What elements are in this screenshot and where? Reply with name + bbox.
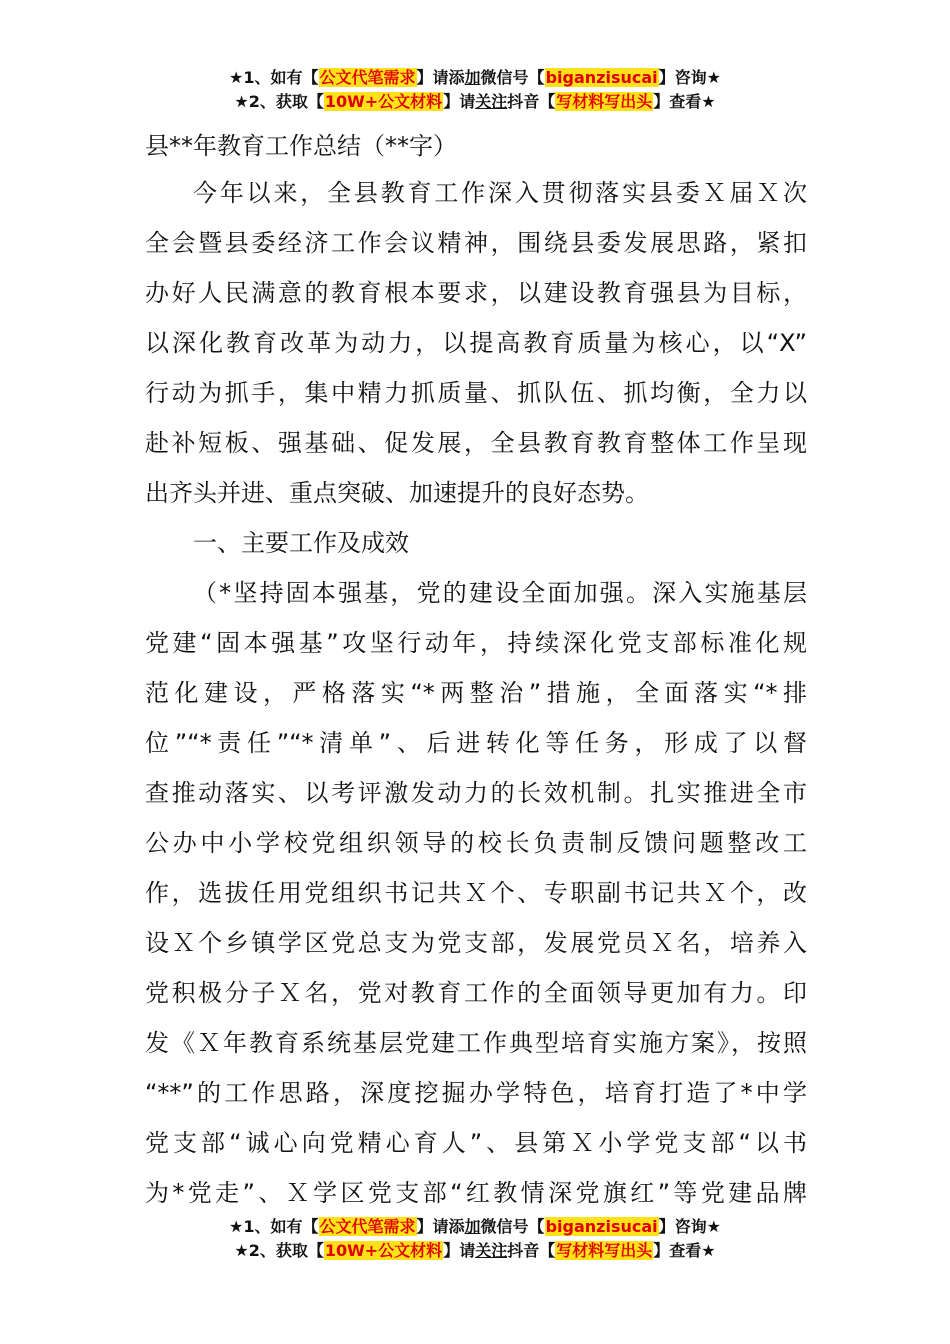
text-line: 查推动落实、以考评激发动力的长效机制。扎实推进全市: [145, 779, 807, 807]
text-line: 行动为抓手，集中精力抓质量、抓队伍、抓均衡，全力以: [145, 379, 807, 407]
douyin-id-tag: 写材料写出头: [556, 1241, 653, 1260]
promo-text-underlined: 关注: [475, 92, 508, 111]
promo-text: 抖音【: [507, 92, 556, 111]
promo-text-underlined: 关注: [475, 1241, 508, 1260]
promo-text: 】请添: [416, 1217, 465, 1236]
text-line: 范化建设，严格落实“*两整治”措施，全面落实“*排: [145, 679, 807, 707]
text-line: （*坚持固本强基，党的建设全面加强。深入实施基层: [193, 579, 807, 607]
text-line: 党积极分子Ｘ名，党对教育工作的全面领导更加有力。印: [145, 979, 807, 1007]
promo-text: 】请: [443, 92, 476, 111]
text-line: 公办中小学校党组织领导的校长负责制反馈问题整改工: [145, 829, 807, 857]
wechat-id-tag: biganzisucai: [545, 1217, 658, 1236]
douyin-id-tag: 写材料写出头: [556, 92, 653, 111]
promo-text: 】咨询★: [658, 1217, 721, 1236]
text-line: 设Ｘ个乡镇学区党总支为党支部，发展党员Ｘ名，培养入: [145, 929, 807, 957]
highlight-tag: 公文代笔需求: [319, 1217, 416, 1236]
promo-text: ★1、如有【: [229, 68, 319, 87]
text-line: “**”的工作思路，深度挖掘办学特色，培育打造了*中学: [145, 1079, 807, 1107]
text-line: 以深化教育改革为动力，以提高教育质量为核心，以“X”: [145, 329, 807, 357]
promo-text: 】查看★: [653, 1241, 716, 1260]
promo-text: ★1、如有【: [229, 1217, 319, 1236]
promo-text: 】请: [443, 1241, 476, 1260]
document-title: 县**年教育工作总结（**字）: [145, 132, 457, 160]
promo-text: 微信号【: [480, 1217, 545, 1236]
text-line: 发《Ｘ年教育系统基层党建工作典型培育实施方案》，按照: [145, 1029, 807, 1057]
promo-text: 微信号【: [480, 68, 545, 87]
text-line: 位”“*责任”“*清单”、后进转化等任务，形成了以督: [145, 729, 807, 757]
promo-text: 】请添: [416, 68, 465, 87]
promo-text-underlined: 加: [464, 1217, 481, 1236]
text-line: 今年以来，全县教育工作深入贯彻落实县委Ｘ届Ｘ次: [193, 179, 807, 207]
highlight-tag: 公文代笔需求: [319, 68, 416, 87]
promo-text-underlined: 加: [464, 68, 481, 87]
section-heading: [145, 518, 807, 568]
text-line: 全会暨县委经济工作会议精神，围绕县委发展思路，紧扣: [145, 229, 807, 257]
promo-line-2: [0, 1239, 950, 1263]
highlight-tag: 10W+公文材料: [324, 1241, 443, 1260]
paragraph-party-building: [145, 568, 807, 1218]
text-line: 为*党走”、Ｘ学区党支部“红教情深党旗红”等党建品牌: [145, 1179, 807, 1207]
promo-text: ★2、获取【: [234, 92, 324, 111]
highlight-tag: 10W+公文材料: [324, 92, 443, 111]
promo-text: 】咨询★: [658, 68, 721, 87]
promo-text: ★2、获取【: [234, 1241, 324, 1260]
text-line: 作，选拔任用党组织书记共Ｘ个、专职副书记共Ｘ个，改: [145, 879, 807, 907]
promo-line-1: [0, 1215, 950, 1239]
wechat-id-tag: biganzisucai: [545, 68, 658, 87]
paragraph-intro: [145, 168, 807, 518]
heading-text: 一、主要工作及成效: [193, 529, 409, 557]
text-line: 赴补短板、强基础、促发展，全县教育教育整体工作呈现: [145, 429, 807, 457]
promo-line-1: [0, 66, 950, 90]
promo-text: 】查看★: [653, 92, 716, 111]
promo-line-2: [0, 90, 950, 114]
promo-text: 抖音【: [507, 1241, 556, 1260]
text-line: 办好人民满意的教育根本要求，以建设教育强县为目标，: [145, 279, 807, 307]
promo-banner-top: [0, 66, 950, 114]
promo-banner-bottom: [0, 1215, 950, 1263]
text-line: 党建“固本强基”攻坚行动年，持续深化党支部标准化规: [145, 629, 807, 657]
text-line: 出齐头并进、重点突破、加速提升的良好态势。: [145, 479, 649, 507]
text-line: 党支部“诚心向党精心育人”、县第Ｘ小学党支部“以书: [145, 1129, 807, 1157]
